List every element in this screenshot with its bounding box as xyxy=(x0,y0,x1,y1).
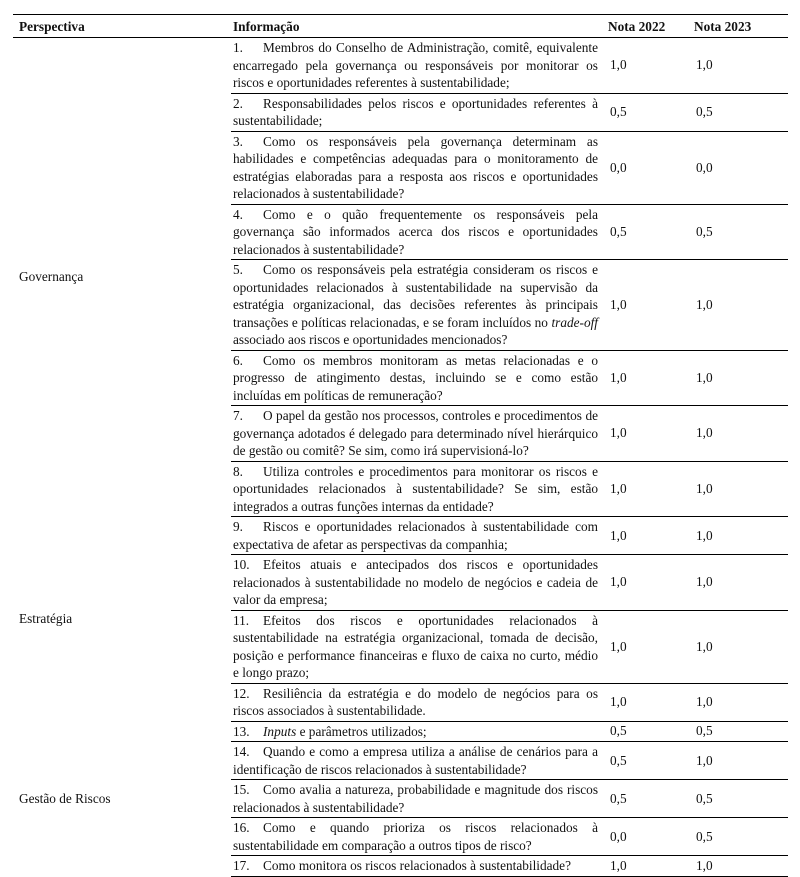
nota-2022-value: 1,0 xyxy=(610,57,627,73)
disclosure-score-table xyxy=(13,14,788,877)
nota-2022-value: 1,0 xyxy=(610,857,627,873)
nota-2022-cell xyxy=(608,93,694,131)
nota-2022-cell xyxy=(608,683,694,721)
nota-2022-value: 0,0 xyxy=(610,828,627,844)
header-row xyxy=(13,15,788,38)
item-number: 11. xyxy=(233,612,250,628)
nota-2023-cell xyxy=(694,818,788,856)
item-number: 10. xyxy=(233,557,250,572)
nota-2022-cell xyxy=(608,204,694,260)
nota-2022-cell xyxy=(608,131,694,204)
nota-2022-cell xyxy=(608,38,694,94)
item-text: Membros do Conselho de Administração, comitê, equivalente encarregado pela governança ou responsáveis por monitorar os riscos e oportunidades referentes à sustentabilidade; xyxy=(233,40,598,90)
nota-2023-cell xyxy=(694,856,788,877)
nota-2023-value: 1,0 xyxy=(696,857,713,873)
item-number: 15. xyxy=(233,782,250,797)
item-text: Como e quando prioriza os riscos relacionados à sustentabilidade em comparação a outros tipos de risco? xyxy=(233,820,598,853)
item-text: Como monitora os riscos relacionados à sustentabilidade? xyxy=(263,858,571,873)
nota-2023-cell xyxy=(694,780,788,818)
nota-2022-value: 0,5 xyxy=(610,223,627,239)
item-number: 9. xyxy=(233,519,243,534)
informacao-cell xyxy=(231,517,608,555)
nota-2022-value: 1,0 xyxy=(610,638,627,654)
nota-2023-cell xyxy=(694,683,788,721)
nota-2023-cell xyxy=(694,721,788,742)
nota-2022-value: 0,5 xyxy=(610,104,627,119)
nota-2023-cell xyxy=(694,38,788,94)
item-number: 6. xyxy=(233,352,243,368)
nota-2022-value: 0,5 xyxy=(610,723,627,739)
nota-2023-cell xyxy=(694,406,788,462)
nota-2022-cell xyxy=(608,555,694,611)
nota-2023-value: 1,0 xyxy=(696,425,713,441)
nota-2023-value: 0,5 xyxy=(696,104,713,119)
nota-2023-value: 0,0 xyxy=(696,159,713,175)
informacao-cell xyxy=(231,683,608,721)
nota-2023-cell xyxy=(694,742,788,780)
table-body xyxy=(13,38,788,877)
nota-2022-value: 1,0 xyxy=(610,425,627,441)
item-text: Riscos e oportunidades relacionados à sustentabilidade com expectativa de afetar as perspectivas da companhia; xyxy=(233,519,598,552)
informacao-cell xyxy=(231,610,608,683)
item-number: 7. xyxy=(233,408,243,423)
perspectiva-cell: Estratégia xyxy=(19,610,73,626)
item-number: 5. xyxy=(233,262,243,277)
nota-2022-cell xyxy=(608,350,694,406)
nota-2023-cell xyxy=(694,461,788,517)
nota-2022-cell xyxy=(608,721,694,742)
nota-2022-cell xyxy=(608,406,694,462)
nota-2022-cell xyxy=(608,780,694,818)
nota-2023-cell xyxy=(694,517,788,555)
informacao-cell xyxy=(231,555,608,611)
item-text: Responsabilidades pelos riscos e oportunidades referentes à sustentabilidade; xyxy=(233,95,598,128)
item-text: Como os responsáveis pela estratégia consideram os riscos e oportunidades relacionados à sustentabilidade na supervisão da estratégia organizacional, das decisões referentes às principais transações e políticas relacionadas, e se foram incluídos no xyxy=(233,262,598,330)
nota-2022-cell xyxy=(608,742,694,780)
table-row xyxy=(13,721,788,742)
nota-2022-cell xyxy=(608,610,694,683)
nota-2022-cell xyxy=(608,818,694,856)
nota-2023-value: 1,0 xyxy=(696,369,713,385)
item-number: 17. xyxy=(233,858,250,873)
nota-2022-value: 1,0 xyxy=(610,574,627,590)
nota-2023-value: 1,0 xyxy=(696,574,713,590)
informacao-cell xyxy=(231,204,608,260)
informacao-cell xyxy=(231,818,608,856)
informacao-cell xyxy=(231,856,608,877)
nota-2023-cell xyxy=(694,260,788,351)
item-text: Efeitos dos riscos e oportunidades relacionados à sustentabilidade na estratégia organizacional, tomada de decisão, posição e performance financeiras e fluxo de caixa no curto, médio e longo prazo; xyxy=(233,612,598,680)
nota-2023-cell xyxy=(694,204,788,260)
perspectiva-cell: Governança xyxy=(19,269,84,285)
informacao-cell xyxy=(231,780,608,818)
table-row xyxy=(13,517,788,555)
nota-2022-value: 0,5 xyxy=(610,790,627,806)
item-number: 2. xyxy=(233,95,243,111)
item-number: 16. xyxy=(233,820,250,835)
nota-2023-cell xyxy=(694,93,788,131)
perspectiva-cell: Gestão de Riscos xyxy=(19,790,111,806)
nota-2022-value: 1,0 xyxy=(610,296,627,312)
nota-2023-cell xyxy=(694,131,788,204)
item-text-italic: trade-off xyxy=(551,314,598,330)
item-text: O papel da gestão nos processos, controles e procedimentos de governança adotados é delegado para determinado nível hierárquico de gestão ou comitê? Se sim, como irá supervisioná-lo? xyxy=(233,408,598,458)
informacao-cell xyxy=(231,461,608,517)
header-perspectiva: Perspectiva xyxy=(13,15,231,38)
nota-2023-value: 1,0 xyxy=(696,296,713,312)
nota-2023-value: 1,0 xyxy=(696,752,713,768)
nota-2022-value: 0,0 xyxy=(610,159,627,175)
nota-2022-value: 1,0 xyxy=(610,480,627,496)
item-number: 14. xyxy=(233,744,250,759)
informacao-cell xyxy=(231,131,608,204)
nota-2023-value: 1,0 xyxy=(696,694,713,709)
informacao-cell xyxy=(231,742,608,780)
item-number: 3. xyxy=(233,133,243,149)
header-nota-2023: Nota 2023 xyxy=(694,15,788,38)
item-number: 12. xyxy=(233,685,250,701)
item-text: associado aos riscos e oportunidades mencionados? xyxy=(233,332,508,347)
nota-2022-cell xyxy=(608,461,694,517)
item-number: 4. xyxy=(233,206,243,222)
nota-2023-value: 0,5 xyxy=(696,723,713,739)
item-text: Efeitos atuais e antecipados dos riscos e oportunidades relacionados à sustentabilidade no modelo de negócios e cadeia de valor da empresa; xyxy=(233,557,598,607)
item-text: Como avalia a natureza, probabilidade e magnitude dos riscos relacionados à sustentabilidade? xyxy=(233,782,598,815)
nota-2023-value: 1,0 xyxy=(696,638,713,654)
nota-2022-cell xyxy=(608,856,694,877)
nota-2023-value: 1,0 xyxy=(696,527,713,543)
table-row xyxy=(13,38,788,94)
nota-2023-value: 1,0 xyxy=(696,480,713,496)
nota-2022-value: 0,5 xyxy=(610,752,627,768)
nota-2023-value: 0,5 xyxy=(696,223,713,239)
item-text: Como os responsáveis pela governança determinam as habilidades e competências adequadas para o monitoramento de estratégias elaboradas para a resposta aos riscos e oportunidades relacionados à sustentabilidade? xyxy=(233,133,598,201)
nota-2022-value: 1,0 xyxy=(610,369,627,385)
nota-2023-value: 0,5 xyxy=(696,828,713,844)
item-number: 13. xyxy=(233,723,250,739)
item-text: Como os membros monitoram as metas relacionadas e o progresso de atingimento destas, incluindo se e como estão incluídas em políticas de remuneração? xyxy=(233,352,598,403)
item-text-italic: Inputs xyxy=(263,723,297,739)
informacao-cell xyxy=(231,350,608,406)
item-text: Quando e como a empresa utiliza a análise de cenários para a identificação de riscos relacionados à sustentabilidade? xyxy=(233,744,598,777)
item-text: Resiliência da estratégia e do modelo de negócios para os riscos associados à sustentabilidade. xyxy=(233,685,598,718)
item-text: Utiliza controles e procedimentos para monitorar os riscos e oportunidades relacionados à sustentabilidade? Se sim, estão integrados a outras funções internas da entidade? xyxy=(233,463,598,514)
header-nota-2022: Nota 2022 xyxy=(608,15,694,38)
nota-2022-value: 1,0 xyxy=(610,527,627,543)
nota-2023-cell xyxy=(694,350,788,406)
item-text: e parâmetros utilizados; xyxy=(296,723,427,739)
nota-2023-value: 0,5 xyxy=(696,790,713,806)
item-number: 1. xyxy=(233,40,243,55)
nota-2023-cell xyxy=(694,610,788,683)
item-text: Como e o quão frequentemente os responsáveis pela governança são informados acerca dos riscos e oportunidades relacionados à sustentabilidade? xyxy=(233,206,598,257)
header-informacao: Informação xyxy=(231,15,608,38)
item-number: 8. xyxy=(233,463,243,479)
informacao-cell xyxy=(231,721,608,742)
nota-2023-value: 1,0 xyxy=(696,57,713,73)
nota-2022-cell xyxy=(608,260,694,351)
nota-2023-cell xyxy=(694,555,788,611)
nota-2022-cell xyxy=(608,517,694,555)
nota-2022-value: 1,0 xyxy=(610,694,627,709)
informacao-cell xyxy=(231,38,608,94)
informacao-cell xyxy=(231,93,608,131)
informacao-cell xyxy=(231,260,608,351)
informacao-cell xyxy=(231,406,608,462)
